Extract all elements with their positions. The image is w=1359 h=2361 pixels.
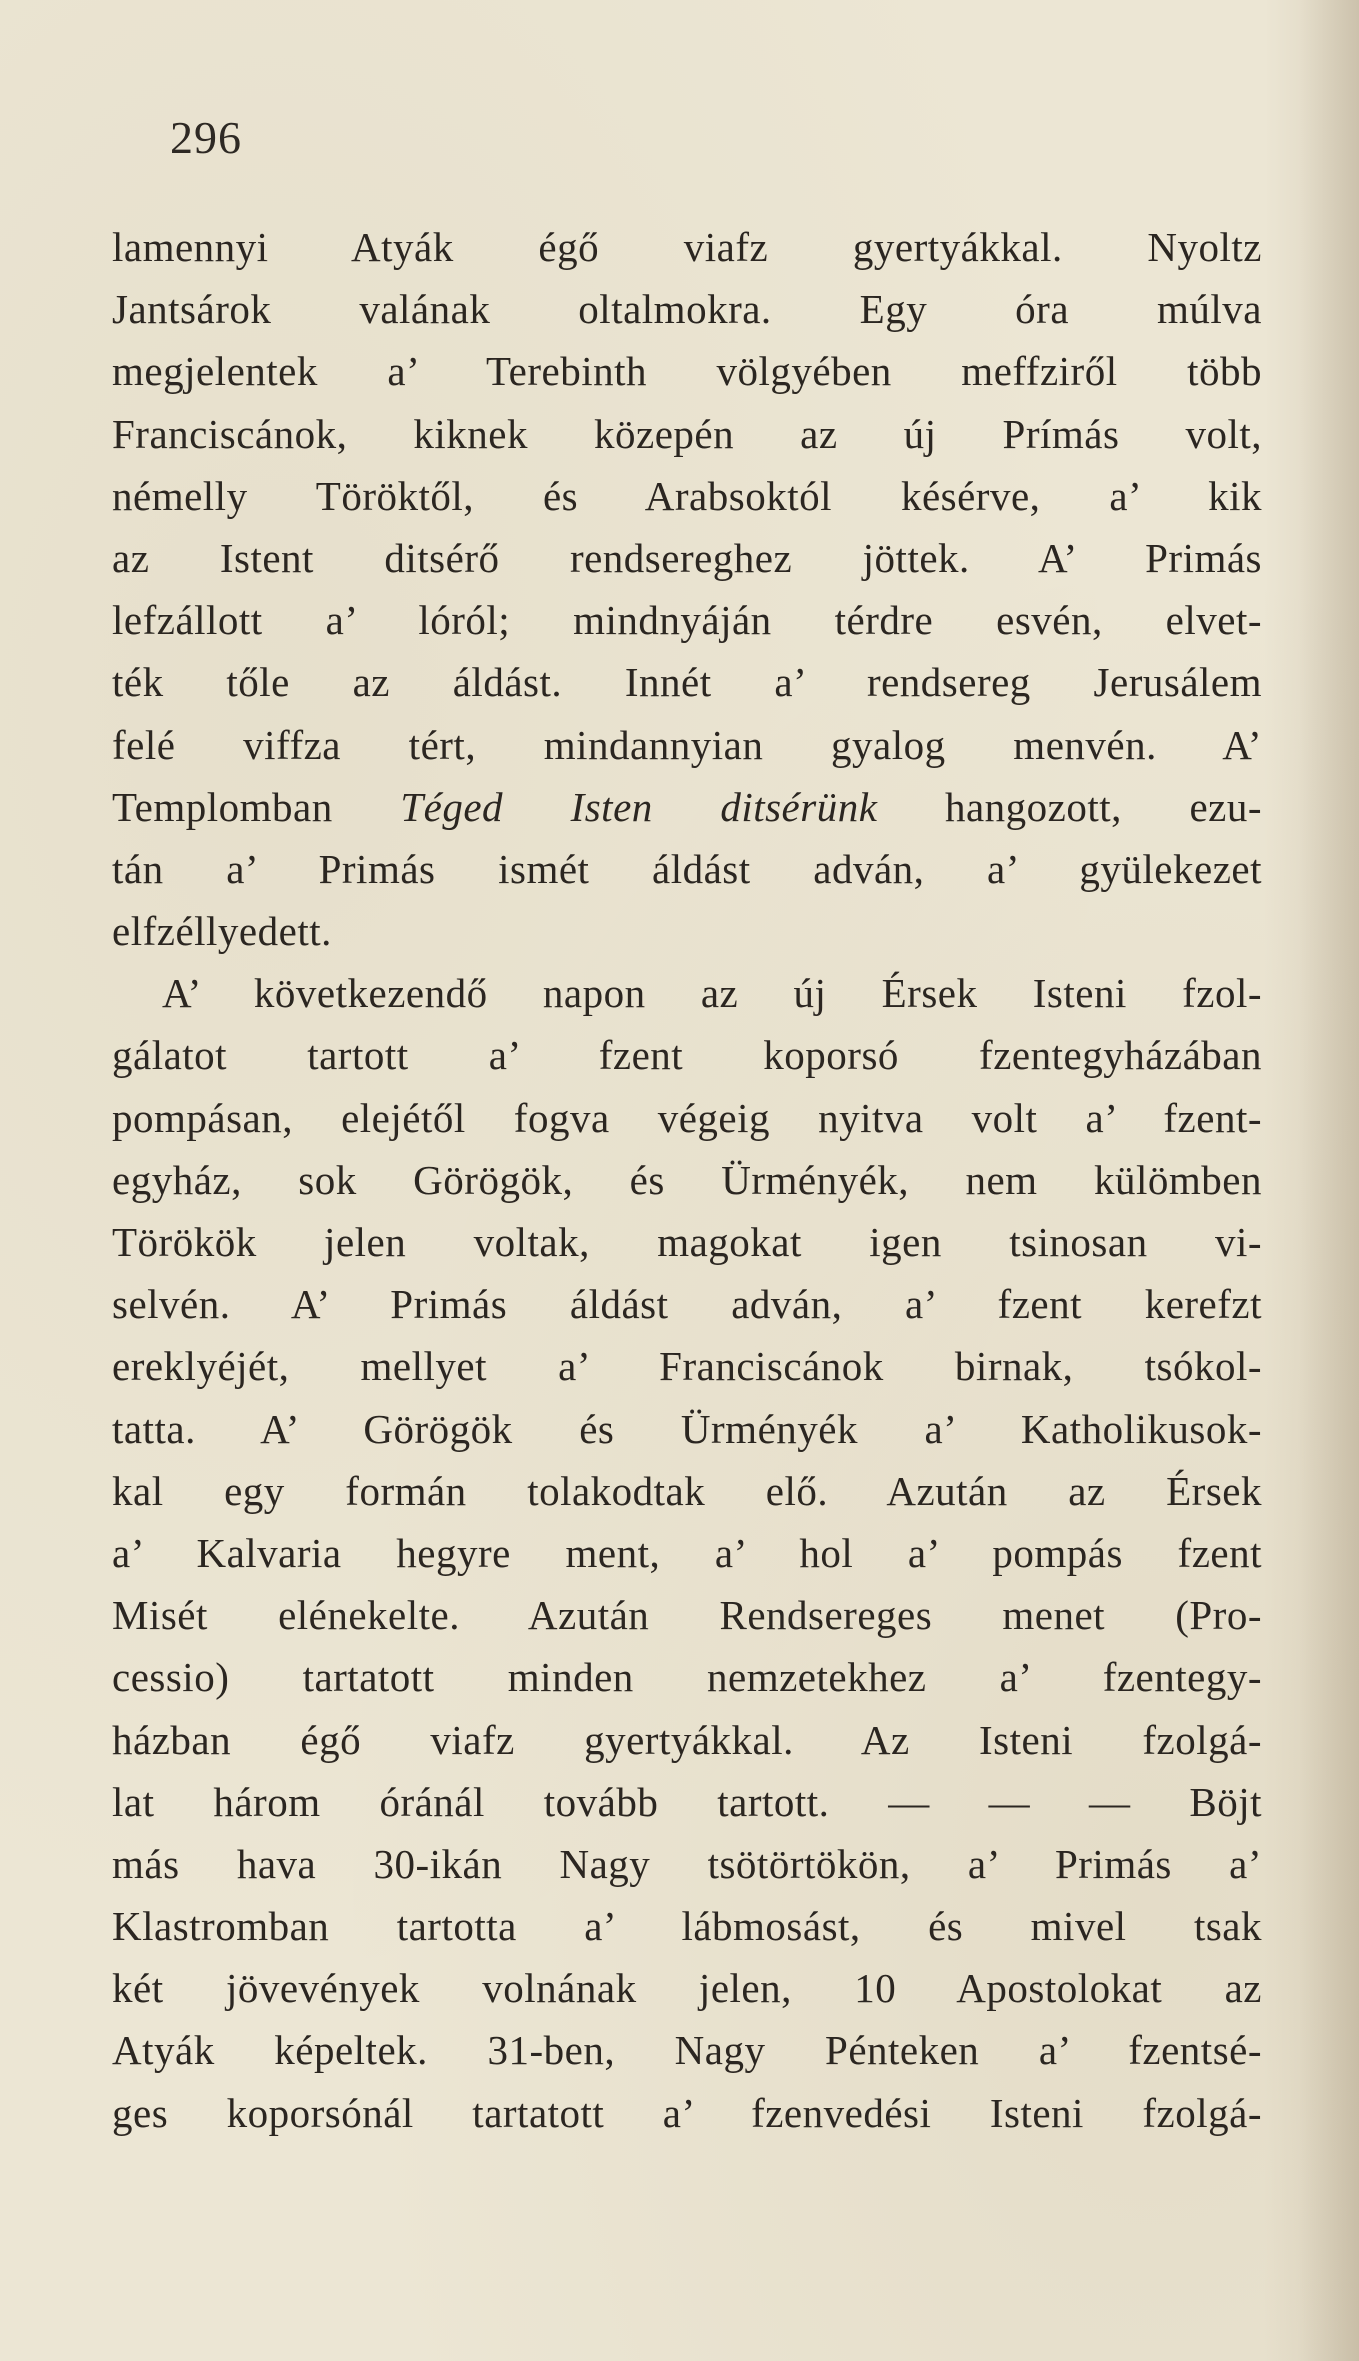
text-line: egyház, sok Görögök, és Ürményék, nem külömben	[112, 1156, 1262, 1203]
text-line: tatta. A’ Görögök és Ürményék a’ Katholikusok-	[112, 1405, 1262, 1452]
text-line: pompásan, elejétől fogva végeig nyitva volt a’ fzent-	[112, 1094, 1262, 1141]
body-text	[112, 216, 1262, 2144]
text-line: két jövevények volnának jelen, 10 Apostolokat az	[112, 1965, 1262, 2012]
text-line: az Istent ditsérő rendsereghez jöttek. A’ Primás	[112, 534, 1262, 581]
text-line: Jantsárok valának oltalmokra. Egy óra múlva	[112, 286, 1262, 333]
text-line: gálatot tartott a’ fzent koporsó fzentegyházában	[112, 1032, 1262, 1079]
page-number: 296	[170, 112, 242, 163]
text-segment: hangozott, ezu-	[877, 783, 1262, 830]
text-line: a’ Kalvaria hegyre ment, a’ hol a’ pompás fzent	[112, 1529, 1262, 1576]
text-line: Klastromban tartotta a’ lábmosást, és mivel tsak	[112, 1903, 1262, 1950]
text-line: Atyák képeltek. 31-ben, Nagy Pénteken a’ fzentsé-	[112, 2027, 1262, 2074]
text-line: cessio) tartatott minden nemzetekhez a’ fzentegy-	[112, 1654, 1262, 1701]
text-line: lamennyi Atyák égő viafz gyertyákkal. Nyoltz	[112, 224, 1262, 270]
text-line: Misét elénekelte. Azután Rendsereges menet (Pro-	[112, 1592, 1262, 1639]
text-line: elfzéllyedett.	[112, 908, 332, 955]
text-line: ges koporsónál tartatott a’ fzenvedési Isteni fzolgá-	[112, 2089, 1262, 2136]
text-line: megjelentek a’ Terebinth völgyében meffziről több	[112, 348, 1262, 395]
text-line: lefzállott a’ lóról; mindnyáján térdre esvén, elvet-	[112, 597, 1262, 644]
text-line: felé viffza tért, mindannyian gyalog menvén. A’	[112, 721, 1262, 768]
text-line: ték tőle az áldást. Innét a’ rendsereg Jerusálem	[112, 659, 1262, 706]
text-line: lat három óránál tovább tartott. — — — Böjt	[112, 1778, 1262, 1825]
text-line: selvén. A’ Primás áldást adván, a’ fzent kerefzt	[112, 1281, 1262, 1328]
text-line: házban égő viafz gyertyákkal. Az Isteni fzolgá-	[112, 1716, 1262, 1763]
text-line: tán a’ Primás ismét áldást adván, a’ gyülekezet	[112, 845, 1262, 892]
text-line: némelly Töröktől, és Arabsoktól késérve, a’ kik	[112, 472, 1262, 519]
italic-hymn-title: Téged Isten ditsérünk	[400, 783, 878, 830]
text-line: Törökök jelen voltak, magokat igen tsinosan vi-	[112, 1219, 1262, 1265]
page-edge-shadow	[1299, 0, 1359, 2361]
text-segment: Templomban	[112, 783, 401, 830]
text-line: A’ következendő napon az új Érsek Isteni fzol-	[162, 970, 1262, 1017]
text-line: más hava 30-ikán Nagy tsötörtökön, a’ Primás a’	[112, 1840, 1262, 1887]
text-line: Franciscánok, kiknek közepén az új Prímás volt,	[112, 410, 1262, 457]
text-line: kal egy formán tolakodtak elő. Azután az Érsek	[112, 1467, 1262, 1514]
text-line	[112, 776, 1262, 838]
text-line: ereklyéjét, mellyet a’ Franciscánok birnak, tsókol-	[112, 1343, 1262, 1390]
